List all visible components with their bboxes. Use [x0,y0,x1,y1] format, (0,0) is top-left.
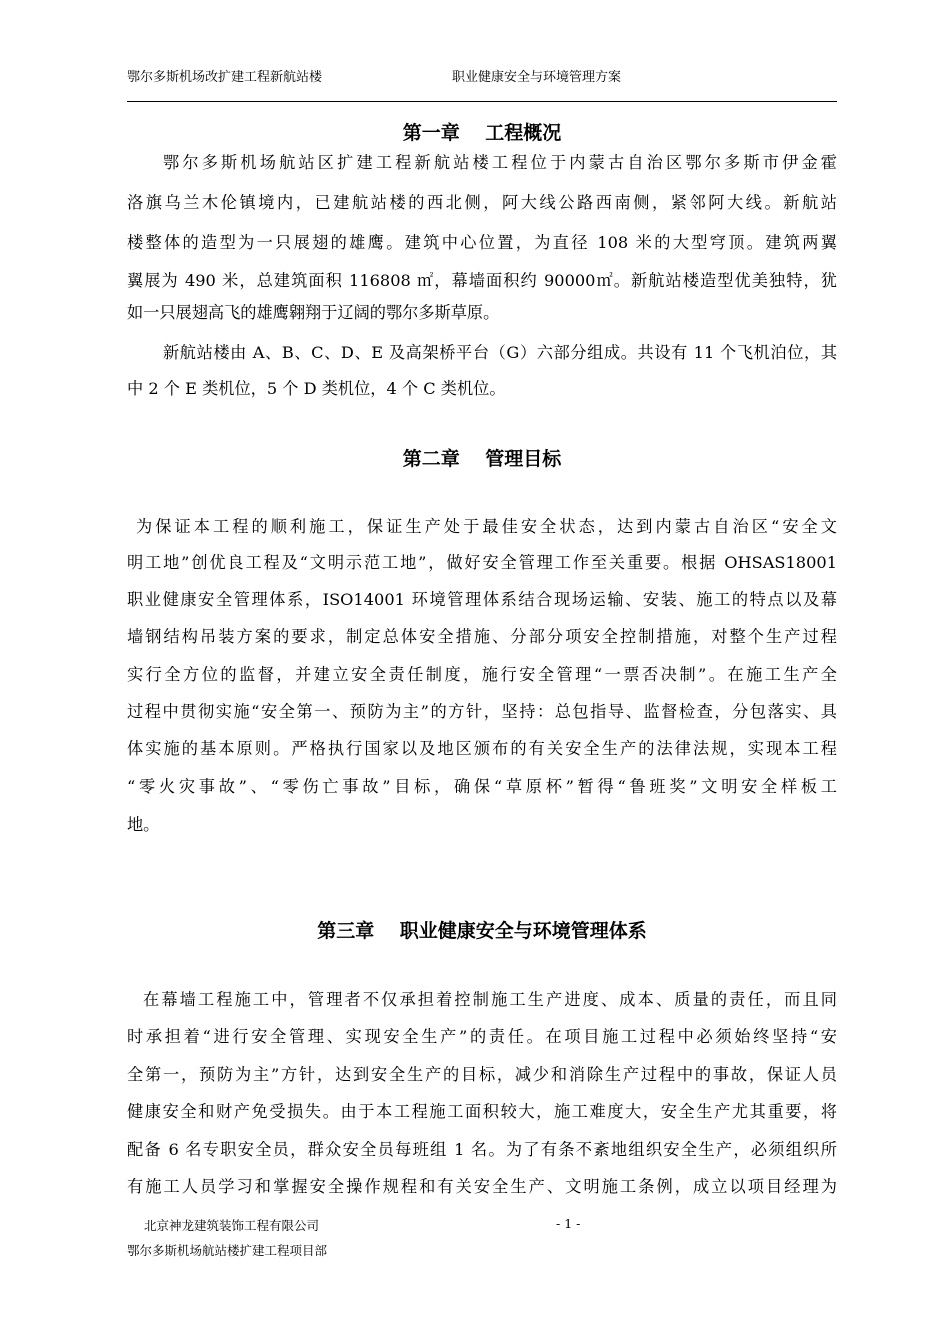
chapter1-line: 洛旗乌兰木伦镇境内，已建航站楼的西北侧，阿大线公路西南侧，紧邻阿大线。新航站 [127,193,837,212]
chapter2-line: “零火灾事故”、“零伤亡事故”目标，确保“草原杯”暂得“鲁班奖”文明安全样板工 [127,777,837,796]
chapter2-line: 实行全方位的监督，并建立安全责任制度，施行安全管理“一票否决制”。在施工生产全 [127,665,837,684]
chapter2-line: 墙钢结构吊装方案的要求，制定总体安全措施、分部分项安全控制措施，对整个生产过程 [127,627,837,646]
footer-company: 北京神龙建筑装饰工程有限公司 [144,1218,320,1233]
chapter3-line: 健康安全和财产免受损失。由于本工程施工面积较大，施工难度大，安全生产尤其重要，将 [127,1102,837,1121]
chapter3-line: 有施工人员学习和掌握安全操作规程和有关安全生产、文明施工条例，成立以项目经理为 [127,1177,837,1196]
chapter3-title: 第三章 职业健康安全与环境管理体系 [317,920,647,942]
chapter2-line: 地。 [127,815,160,834]
chapter1-line: 翼展为 490 米，总建筑面积 116808 ㎡，幕墙面积约 90000㎡。新航站楼造型优美独特，犹 [127,271,837,290]
header-rule [127,101,837,102]
chapter1-line: 楼整体的造型为一只展翅的雄鹰。建筑中心位置，为直径 108 米的大型穹顶。建筑两翼 [127,233,837,252]
chapter3-line: 配备 6 名专职安全员，群众安全员每班组 1 名。为了有条不紊地组织安全生产，必须组织所 [127,1140,837,1159]
chapter1-line: 新航站楼由 A、B、C、D、E 及高架桥平台（G）六部分组成。共设有 11 个飞机泊位，其 [163,343,837,362]
chapter2-title: 第二章 管理目标 [402,448,562,470]
chapter1-line: 中 2 个 E 类机位，5 个 D 类机位，4 个 C 类机位。 [127,379,506,398]
chapter1-title: 第一章 工程概况 [402,122,562,144]
chapter3-line: 时承担着“进行安全管理、实现安全生产”的责任。在项目施工过程中必须始终坚持“安 [127,1027,837,1046]
chapter2-line: 为保证本工程的顺利施工，保证生产处于最佳安全状态，达到内蒙古自治区“安全文 [136,517,837,536]
chapter1-line: 如一只展翅高飞的雄鹰翱翔于辽阔的鄂尔多斯草原。 [127,303,500,322]
chapter2-line: 明工地”创优良工程及“文明示范工地”，做好安全管理工作至关重要。根据 OHSAS18001 [127,553,837,572]
chapter2-line: 职业健康安全管理体系，ISO14001 环境管理体系结合现场运输、安装、施工的特点以及幕 [127,590,837,609]
chapter3-line: 全第一，预防为主”方针，达到安全生产的目标，减少和消除生产过程中的事故，保证人员 [127,1065,837,1084]
chapter3-line: 在幕墙工程施工中，管理者不仅承担着控制施工生产进度、成本、质量的责任，而且同 [143,990,837,1009]
footer-department: 鄂尔多斯机场航站楼扩建工程项目部 [127,1243,328,1258]
header-right-title: 职业健康安全与环境管理方案 [452,70,622,85]
header-left-title: 鄂尔多斯机场改扩建工程新航站楼 [127,70,323,85]
chapter2-line: 体实施的基本原则。严格执行国家以及地区颁布的有关安全生产的法律法规，实现本工程 [127,739,837,758]
chapter1-line: 鄂尔多斯机场航站区扩建工程新航站楼工程位于内蒙古自治区鄂尔多斯市伊金霍 [163,153,837,172]
page-number: - 1 - [556,1216,581,1231]
chapter2-line: 过程中贯彻实施“安全第一、预防为主”的方针，坚持：总包指导、监督检查，分包落实、具 [127,702,837,721]
